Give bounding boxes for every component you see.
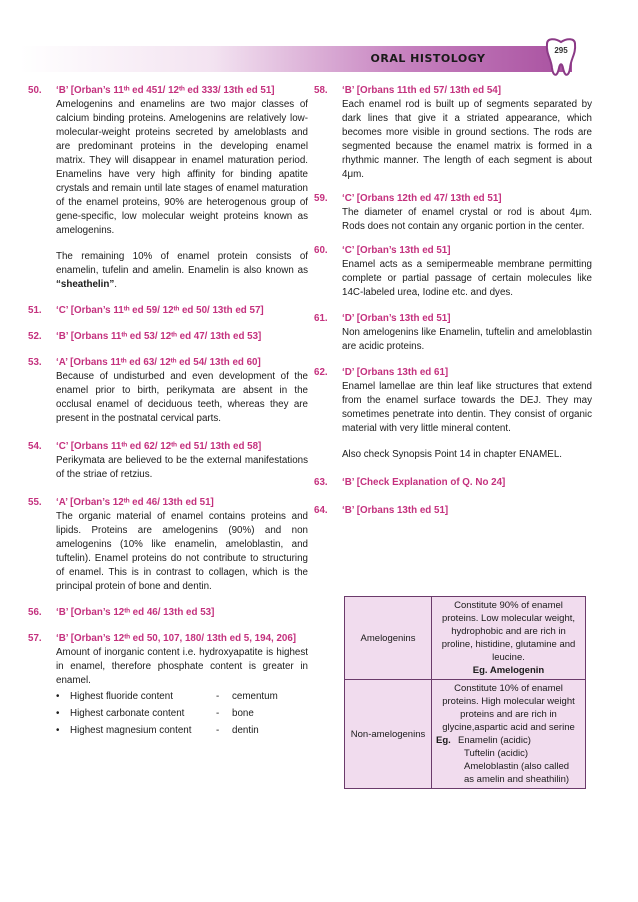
question-number: 59. xyxy=(314,193,328,204)
explanation-text: Enamel lamellae are thin leaf like structures that extend from the enamel surface towards the DEJ. They may sometimes penetrate into dentin. They consist of organic material with very little mineral content. xyxy=(342,381,592,434)
question-number: 58. xyxy=(314,85,328,96)
answer-reference: ‘A’ [Orban’s 12ᵗʰ ed 46/ 13th ed 51] xyxy=(56,497,214,508)
question-58 xyxy=(314,84,592,182)
answer-reference: ‘A’ [Orbans 11ᵗʰ ed 63/ 12ᵗʰ ed 54/ 13th ed 60] xyxy=(56,357,261,368)
question-56 xyxy=(28,606,308,620)
answer-reference: ‘B’ [Orban’s 12ᵗʰ ed 46/ 13th ed 53] xyxy=(56,607,215,618)
question-number: 54. xyxy=(28,441,42,452)
question-number: 51. xyxy=(28,305,42,316)
tooth-icon xyxy=(541,36,581,80)
table-row xyxy=(345,680,586,789)
answer-reference: ‘D’ [Orbans 13th ed 61] xyxy=(342,367,449,378)
explanation-text: Because of undisturbed and even development of the enamel prior to birth, perikymata are absent in the occlusal enamel of deciduous teeth, whereas they are present in the postnatal cervical parts. xyxy=(56,371,308,424)
question-51 xyxy=(28,304,308,318)
question-54 xyxy=(28,440,308,482)
bullet-list xyxy=(56,690,308,738)
question-number: 53. xyxy=(28,357,42,368)
question-number: 64. xyxy=(314,505,328,516)
question-55 xyxy=(28,496,308,594)
table-cell-desc: Constitute 90% of enamel proteins. Low molecular weight, hydrophobic and are rich in proline, histidine, glutamine and leucine. Eg. Amelogenin xyxy=(432,597,586,680)
right-column xyxy=(314,84,592,518)
table-row xyxy=(345,597,586,680)
answer-reference: ‘B’ [Orbans 13th ed 51] xyxy=(342,505,449,516)
question-62 xyxy=(314,366,592,436)
question-number: 60. xyxy=(314,245,328,256)
list-item: • Highest carbonate content - bone xyxy=(56,708,254,719)
question-61 xyxy=(314,312,592,354)
question-50 xyxy=(28,84,308,292)
question-number: 56. xyxy=(28,607,42,618)
explanation-text-2: The remaining 10% of enamel protein consists of enamelin, tufelin and amelin. Enamelin is also known as “sheathelin”. xyxy=(56,251,308,290)
sheathelin-term: “sheathelin” xyxy=(56,279,115,290)
question-number: 57. xyxy=(28,633,42,644)
answer-reference: ‘B’ [Orban’s 11ᵗʰ ed 451/ 12ᵗʰ ed 333/ 13th ed 51] xyxy=(56,85,275,96)
bullet-icon: • xyxy=(56,708,60,719)
table-cell-name: Amelogenins xyxy=(345,597,432,680)
explanation-text: Perikymata are believed to be the external manifestations of the striae of retzius. xyxy=(56,455,308,480)
list-item: • Highest magnesium content - dentin xyxy=(56,725,259,736)
page-title: ORAL HISTOLOGY xyxy=(370,52,486,65)
synopsis-note: Also check Synopsis Point 14 in chapter ENAMEL. xyxy=(342,449,562,460)
question-number: 61. xyxy=(314,313,328,324)
list-item: • Highest fluoride content - cementum xyxy=(56,691,278,702)
question-57 xyxy=(28,632,308,741)
bullet-icon: • xyxy=(56,725,60,736)
answer-reference: ‘C’ [Orban’s 11ᵗʰ ed 59/ 12ᵗʰ ed 50/ 13th ed 57] xyxy=(56,305,264,316)
question-number: 63. xyxy=(314,477,328,488)
explanation-text: The organic material of enamel contains proteins and lipids. Proteins are amelogenins (90%) and non amelogenins (10% like enamelin, ameloblastin, and tuftelin). Enamel proteins do not contribute to structuring of enamel. This is in contrast to collagen, which is the principal protein of bone and dentin. xyxy=(56,511,308,592)
answer-reference: ‘B’ [Orbans 11th ed 57/ 13th ed 54] xyxy=(342,85,501,96)
table-cell-name: Non-amelogenins xyxy=(345,680,432,789)
question-52 xyxy=(28,330,308,344)
question-number: 52. xyxy=(28,331,42,342)
page-number: 295 xyxy=(554,46,568,55)
explanation-text: The diameter of enamel crystal or rod is about 4μm. Rods does not contain any organic portion in the center. xyxy=(342,207,592,232)
explanation-text: Amelogenins and enamelins are two major classes of calcium binding proteins. Amelogenins are relatively low-molecular-weight proteins secreted by ameloblasts and are predominant proteins in the developing enamel matrix. They will disappear in enamel maturation period. Enamelins have very high affinity for binding apatite crystals and remain until late stages of enamel maturation of the enamel proteins, 90% are heterogenous group of gene-specific, low molecular weight proteins known as amelogenins. xyxy=(56,99,308,236)
question-number: 62. xyxy=(314,367,328,378)
answer-reference: ‘B’ [Orban’s 12ᵗʰ ed 50, 107, 180/ 13th ed 5, 194, 206] xyxy=(56,633,297,644)
question-64 xyxy=(314,504,592,518)
answer-reference: ‘B’ [Orbans 11ᵗʰ ed 53/ 12ᵗʰ ed 47/ 13th ed 53] xyxy=(56,331,262,342)
question-53 xyxy=(28,356,308,426)
header-bar xyxy=(20,46,572,72)
question-number: 50. xyxy=(28,85,42,96)
explanation-text: Non amelogenins like Enamelin, tuftelin and ameloblastin are acidic proteins. xyxy=(342,327,592,352)
answer-reference: ‘D’ [Orban’s 13th ed 51] xyxy=(342,313,451,324)
explanation-text: Enamel acts as a semipermeable membrane permitting complete or partial passage of certain molecules like 14C-labeled urea, Iodine etc. and dyes. xyxy=(342,259,592,298)
answer-reference: ‘C’ [Orban’s 13th ed 51] xyxy=(342,245,451,256)
table-cell-desc: Constitute 10% of enamel proteins. High molecular weight proteins and are rich in glycine,aspartic acid and serine Eg. Enamelin (acidic) Tuftelin (acidic) Ameloblastin (also called as amelin and sheathilin) xyxy=(432,680,586,789)
answer-reference: ‘C’ [Orbans 12th ed 47/ 13th ed 51] xyxy=(342,193,502,204)
answer-reference: ‘C’ [Orbans 11ᵗʰ ed 62/ 12ᵗʰ ed 51/ 13th ed 58] xyxy=(56,441,262,452)
protein-comparison-table xyxy=(344,596,586,789)
answer-reference: ‘B’ [Check Explanation of Q. No 24] xyxy=(342,477,506,488)
explanation-text: Each enamel rod is built up of segments separated by dark lines that give it a striated appearance, which becomes more visible in ground sections. The rods are segmented because the enamel matrix is formed in a rhythmic manner. The length of each segment is about 4μm. xyxy=(342,99,592,180)
question-63 xyxy=(314,476,592,490)
left-column xyxy=(28,84,308,741)
question-number: 55. xyxy=(28,497,42,508)
question-59 xyxy=(314,192,592,234)
bullet-icon: • xyxy=(56,691,60,702)
question-60 xyxy=(314,244,592,300)
explanation-text: Amount of inorganic content i.e. hydroxyapatite is highest in enamel, therefore phosphate content is greater in enamel. xyxy=(56,647,308,686)
